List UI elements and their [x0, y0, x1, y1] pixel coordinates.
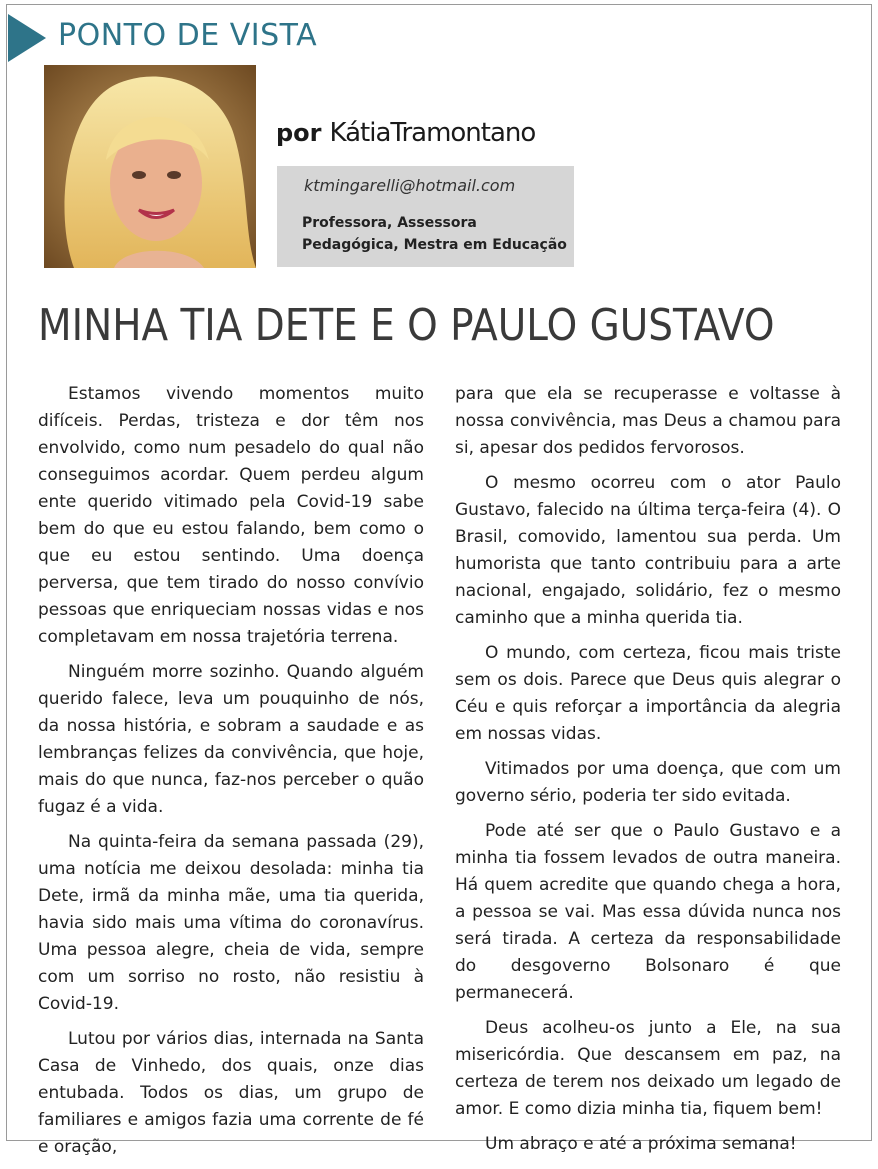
- author-byline: [276, 118, 535, 148]
- article-paragraph: Estamos vivendo momentos muito difíceis. Perdas, tristeza e dor têm nos envolvido, como num pesadelo do qual não conseguimos acordar. Quem perdeu algum ente querido vitimado pela Covid-19 sabe bem do que eu estou falando, bem como o que eu estou sentindo. Uma doença perversa, que tem tirado do nosso convívio pessoas que enriqueciam nossas vidas e nos completavam em nossa trajetória terrena.: [38, 384, 424, 647]
- author-email[interactable]: ktmingarelli@hotmail.com: [304, 176, 516, 195]
- author-role-line-1: Professora, Assessora: [302, 215, 477, 231]
- author-photo: [44, 65, 256, 268]
- author-name: KátiaTramontano: [329, 118, 536, 148]
- article-paragraph: Lutou por vários dias, internada na Santa Casa de Vinhedo, dos quais, onze dias entubada. Todos os dias, um grupo de familiares e amigos fazia uma corrente de fé e oração,: [38, 1029, 424, 1157]
- article-paragraph: Vitimados por uma doença, que com um governo sério, poderia ter sido evitada.: [455, 759, 841, 806]
- article-paragraph: Um abraço e até a próxima semana!: [485, 1134, 797, 1154]
- article-headline: MINHA TIA DETE E O PAULO GUSTAVO: [38, 300, 775, 351]
- article-paragraph: Pode até ser que o Paulo Gustavo e a minha tia fossem levados de outra maneira. Há quem acredite que quando chega a hora, a pessoa se vai. Mas essa dúvida nunca nos será tirada. A certeza da responsabilidade do desgoverno Bolsonaro é que permanecerá.: [455, 821, 841, 1003]
- section-title: PONTO DE VISTA: [58, 18, 318, 53]
- article-paragraph-continued: para que ela se recuperasse e voltasse à nossa convivência, mas Deus a chamou para si, apesar dos pedidos fervorosos.: [455, 384, 841, 458]
- author-role: [302, 212, 567, 256]
- article-paragraph: O mesmo ocorreu com o ator Paulo Gustavo, falecido na última terça-feira (4). O Brasil, comovido, lamentou sua perda. Um humorista que tanto contribuiu para a arte nacional, engajado, solidário, fez o mesmo caminho que a minha querida tia.: [455, 473, 841, 628]
- section-arrow-icon: [8, 14, 46, 62]
- article-paragraph: Deus acolheu-os junto a Ele, na sua misericórdia. Que descansem em paz, na certeza de terem nos deixado um legado de amor. E como dizia minha tia, fiquem bem!: [455, 1018, 841, 1119]
- author-role-line-2: Pedagógica, Mestra em Educação: [302, 237, 567, 253]
- article-paragraph: Na quinta-feira da semana passada (29), uma notícia me deixou desolada: minha tia Dete, irmã da minha mãe, uma tia querida, havia sido mais uma vítima do coronavírus. Uma pessoa alegre, cheia de vida, sempre com um sorriso no rosto, não resistiu à Covid-19.: [38, 832, 424, 1014]
- author-info-box: [277, 166, 574, 267]
- article-paragraph: Ninguém morre sozinho. Quando alguém querido falece, leva um pouquinho de nós, da nossa história, e sobram a saudade e as lembranças felizes da convivência, que hoje, mais do que nunca, faz-nos perceber o quão fugaz é a vida.: [38, 662, 424, 817]
- article-column-left: [38, 381, 424, 1169]
- author-portrait-icon: [44, 65, 256, 268]
- article-column-right: [455, 381, 841, 1166]
- byline-prefix: por: [276, 119, 322, 147]
- article-paragraph: O mundo, com certeza, ficou mais triste sem os dois. Parece que Deus quis alegrar o Céu e quis reforçar a importância da alegria em nossas vidas.: [455, 643, 841, 744]
